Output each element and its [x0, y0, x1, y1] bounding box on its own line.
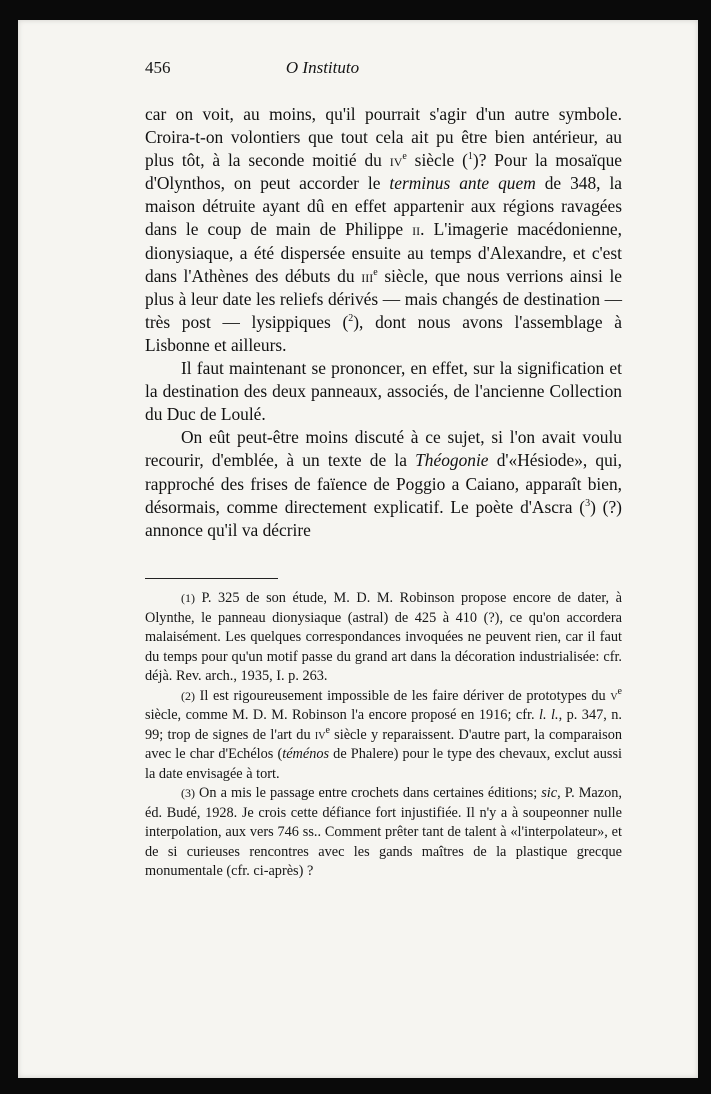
footnotes [145, 589, 622, 882]
page-number: 456 [145, 58, 171, 77]
footnote-ref-1: 1 [467, 151, 473, 163]
footnote-1: (1) P. 325 de son étude, M. D. M. Robinson propose encore de dater, à Olynthe, le panneau dionysiaque (astral) de 425 à 410 (?), ce qu'on accordera malaisément. Les quelques correspondances invoquées ne peuvent rien, car il faut du temps pour qu'un motif passe du grand art dans la décoration industrialisée: cfr. déjà. Rev. arch., 1935, I. p. 263. [145, 590, 622, 684]
footnote-3: (3) On a mis le passage entre crochets dans certaines éditions; sic, P. Mazon, éd. Budé, 1928. Je crois cette défiance fort injustifiée. Il n'y a à soupeonner nulle interpolation, aux vers 746 ss.. Comment prêter tant de talent à «l'interpolateur», et de si curieuses rencontres avec les gands maîtres de la plastique grecque monumentale (cfr. ci-après) ? [145, 785, 622, 879]
page-header [145, 58, 460, 80]
footnote-ref-3: 3 [585, 497, 591, 509]
footnote-ref-2: 2 [348, 313, 354, 325]
footnote-2: (2) Il est rigoureusement impossible de les faire dériver de prototypes du $v^e$ siècle, comme M. D. M. Robinson l'a encore proposé en 1916; cfr. l. l., p. 347, n. 99; trop de signes de l'art du $iv^e$ siècle y reparaissent. D'autre part, la comparaison avec le char d'Echélos (téménos de Phalere) pour le type des chevaux, exclut aussi la date envisagée à tort. [145, 685, 623, 782]
footnote-separator [145, 578, 278, 579]
paragraph-2: Il faut maintenant se prononcer, en effet, sur la signification et la destination des deux panneaux, associés, de l'ancienne Collection du Duc de Loulé. [145, 358, 622, 425]
main-text [145, 103, 622, 542]
running-title: O Instituto [285, 58, 360, 77]
paragraph-3: On eût peut-être moins discuté à ce sujet, si l'on avait voulu recourir, d'emblée, à un texte de la Théogonie d'«Hésiode», qui, rapproché des frises de faïence de Poggio a Caiano, apparaît bien, désormais, comme directement explicatif. Le poète d'Ascra ($^3$) (?) annonce qu'il va décrire [145, 427, 622, 540]
paragraph-1: car on voit, au moins, qu'il pourrait s'agir d'un autre symbole. Croira-t-on volontiers que tout cela ait pu être bien antérieur, au plus tôt, à la seconde moitié du $iv^e$ siècle ($^1$)? Pour la mosaïque d'Olynthos, on peut accorder le terminus ante quem de 348, la maison détruite ayant dû en effet appartenir aux régions ravagées dans le coup de main de Philippe ii. L'imagerie macédonienne, dionysiaque, a été dispersée ensuite au temps d'Alexandre, et c'est dans l'Athènes des débuts du iii$^e$ siècle, que nous verrions ainsi le plus à leur date les reliefs dérivés — mais changés de destination — très post — lysippiques ($^2$), dont nous avons l'assemblage à Lisbonne et ailleurs. [145, 104, 622, 355]
